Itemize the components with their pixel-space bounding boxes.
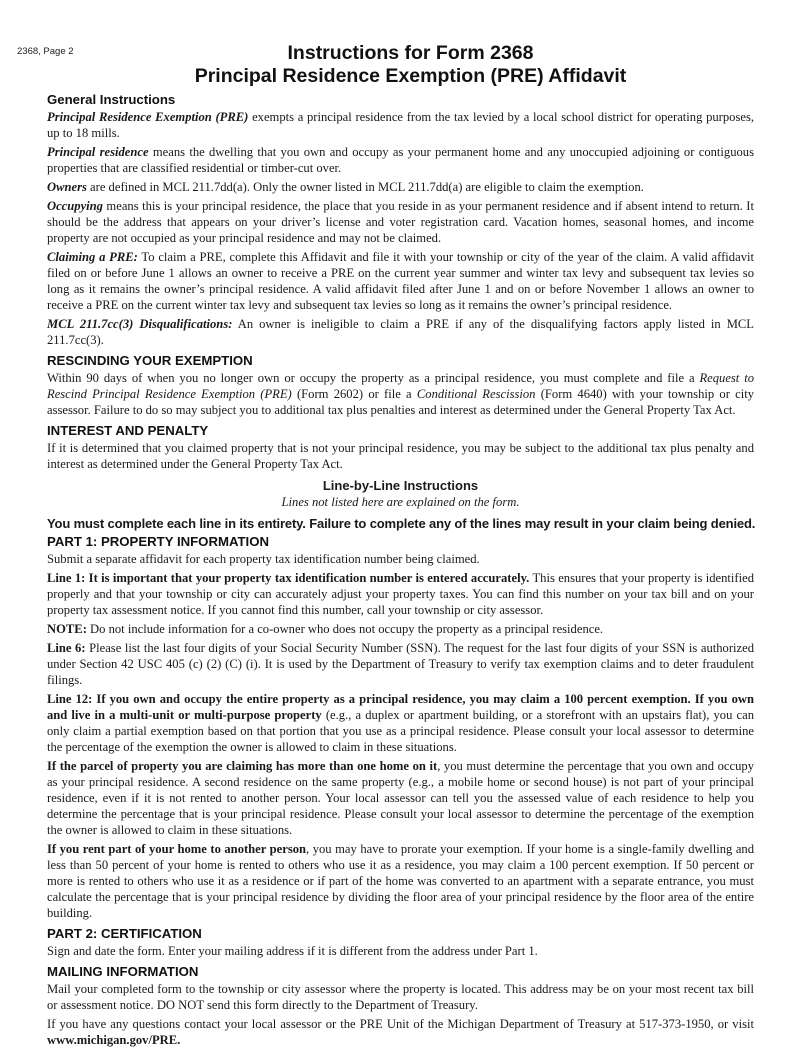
- interest-penalty-paragraph: If it is determined that you claimed property that is not your principal residence, you may be subject to the additional tax plus penalty and interest as determined under the General Property Tax Act.: [47, 441, 754, 471]
- line-by-line-subheading: Lines not listed here are explained on the form.: [281, 495, 520, 509]
- title-line-1: Instructions for Form 2368: [287, 42, 534, 64]
- part1-intro: Submit a separate affidavit for each property tax identification number being claimed.: [47, 552, 480, 566]
- part1-heading: PART 1: PROPERTY INFORMATION: [47, 534, 269, 549]
- note-paragraph: NOTE: Do not include information for a co-owner who does not occupy the property as a principal residence.: [47, 622, 604, 636]
- pre-website-link[interactable]: www.michigan.gov/PRE.: [47, 1033, 181, 1047]
- line6-instruction: Line 6: Please list the last four digits of your Social Security Number (SSN). The request for the last four digits of your SSN is authorized under Section 42 USC 405 (c) (2) (C) (i). It is used by the Department of Treasury to verify tax exemption claims and to deter fraudulent filings.: [47, 641, 754, 687]
- rescinding-paragraph: Within 90 days of when you no longer own or occupy the property as a principal residence, you must complete and file a Request to Rescind Principal Residence Exemption (PRE) (Form 2602) or file a Conditional Rescission (Form 4640) with your township or city assessor. Failure to do so may subject you to additional tax plus penalties and interest as determined under the General Property Tax Act.: [47, 371, 754, 417]
- interest-penalty-heading: INTEREST AND PENALTY: [47, 423, 209, 438]
- part2-paragraph: Sign and date the form. Enter your mailing address if it is different from the address under Part 1.: [47, 944, 538, 958]
- form-2602-title: Request to Rescind Principal Residence Exemption (PRE): [47, 371, 754, 401]
- line-by-line-heading: Line-by-Line Instructions: [322, 478, 479, 493]
- claiming-pre-paragraph: Claiming a PRE: To claim a PRE, complete this Affidavit and file it with your township or city of the year of the claim. A valid affidavit filed on or before June 1 allows an owner to receive a PRE on the current year summer and winter tax levy and subsequent tax levies so long as it remains the owner’s principal residence. A valid affidavit filed after June 1 and on or before November 1 allows an owner to receive a PRE on the current winter tax levy and subsequent tax levies so long as it remains the owner’s principal residence.: [47, 250, 754, 312]
- general-instructions-heading: General Instructions: [47, 92, 176, 107]
- mailing-heading: MAILING INFORMATION: [47, 964, 199, 979]
- title-line-2: Principal Residence Exemption (PRE) Affidavit: [194, 65, 627, 87]
- document-title: [67, 42, 754, 88]
- disqualifications-paragraph: MCL 211.7cc(3) Disqualifications: An owner is ineligible to claim a PRE if any of the disqualifying factors apply listed in MCL 211.7cc(3).: [47, 317, 754, 347]
- contact-paragraph: If you have any questions contact your local assessor or the PRE Unit of the Michigan Department of Treasury at 517-373-1950, or visit www.michigan.gov/PRE.: [47, 1017, 754, 1047]
- part2-heading: PART 2: CERTIFICATION: [47, 926, 202, 941]
- owners-definition: Owners are defined in MCL 211.7dd(a). Only the owner listed in MCL 211.7dd(a) are eligible to claim the exemption.: [47, 180, 644, 194]
- form-4640-title: Conditional Rescission: [416, 387, 536, 401]
- page-label: 2368, Page 2: [17, 46, 74, 57]
- occupying-definition: Occupying means this is your principal residence, the place that you reside in as your permanent residence and if absent intend to return. It should be the address that appears on your driver’s license and voter registration card. Vacation homes, seasonal homes, and income property are not occupied as your principal residence and may not be claimed.: [47, 199, 754, 245]
- line12-instruction: Line 12: If you own and occupy the entire property as a principal residence, you may claim a 100 percent exemption. If you own and live in a multi-unit or multi-purpose property (e.g., a duplex or apartment building, or a storefront with an upstairs flat), you can only claim a partial exemption based on that portion that you use as a principal residence. Please consult your local assessor to determine the percentage of the exemption the owner is allowed to claim in these situations.: [47, 692, 754, 754]
- rescinding-heading: RESCINDING YOUR EXEMPTION: [47, 353, 253, 368]
- multiple-homes-paragraph: If the parcel of property you are claiming has more than one home on it, you must determine the percentage that you own and occupy as your principal residence. A second residence on the same property (e.g., a mobile home or second house) is not part of your principal residence, even if it is not rented to another person. Your local assessor can tell you the assessed value of each residence to help you determine the percentage that is your principal residence. Please consult your local assessor to determine the percentage of the exemption the owner is allowed to claim in these situations.: [47, 759, 754, 837]
- principal-residence-definition: Principal residence means the dwelling that you own and occupy as your permanent home and any unoccupied adjoining or contiguous properties that are classified residential or timber-cut over.: [47, 145, 754, 175]
- instructions-page: [47, 42, 754, 1051]
- completion-warning: You must complete each line in its entirety. Failure to complete any of the lines may result in your claim being denied.: [47, 516, 756, 531]
- line1-instruction: Line 1: It is important that your property tax identification number is entered accurately. This ensures that your property is identified properly and that your township or city can accurately adjust your property taxes. You can find this number on your tax bill and on your property tax assessment notice. If you cannot find this number, call your township or city assessor.: [47, 571, 755, 617]
- pre-definition: Principal Residence Exemption (PRE) exempts a principal residence from the tax levied by a local school district for operating purposes, up to 18 mills.: [47, 110, 754, 140]
- rent-part-paragraph: If you rent part of your home to another person, you may have to prorate your exemption. If your home is a single-family dwelling and less than 50 percent of your home is rented to others who use it as a residence, you may claim a 100 percent exemption. If 50 percent or more is rented to others who use it as a residence or if part of the home was converted to an apartment with a separate entrance, you must calculate the percentage that is your principal residence by dividing the floor area of your principal residence by the floor area of the entire building.: [47, 842, 755, 920]
- mailing-paragraph: Mail your completed form to the township or city assessor where the property is located. This address may be on your most recent tax bill or assessment notice. DO NOT send this form directly to the Department of Treasury.: [47, 982, 754, 1012]
